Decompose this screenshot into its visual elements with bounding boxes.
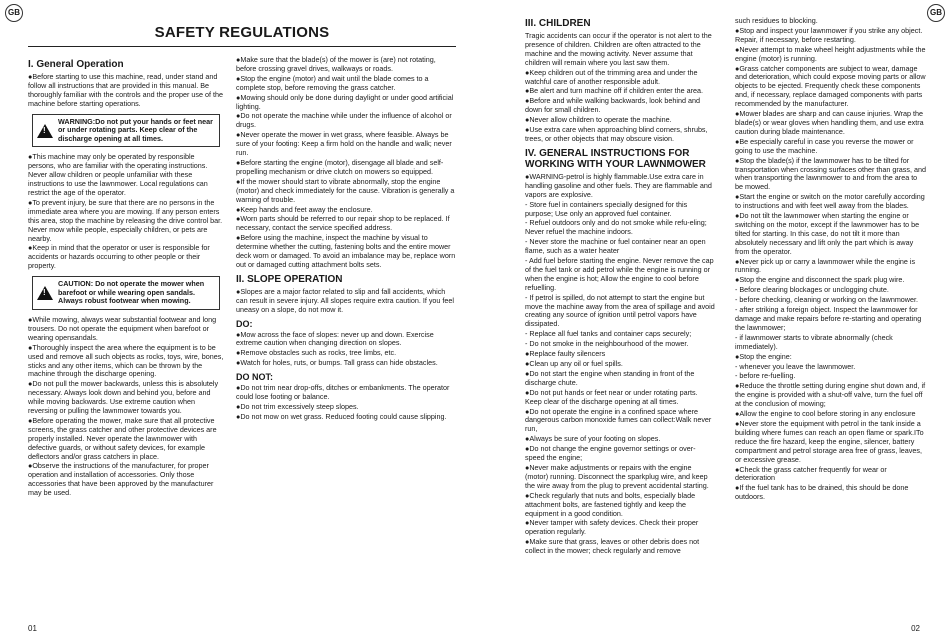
paragraph: ●Before using the machine, inspect the machine by visual to determine whether the cutting, fastening bolts and the entire mower deck worn or damaged. To avoid an imbalance may be, replace worn out or damaged cutting attachment bolts sets. (236, 233, 456, 269)
paragraph: ●Never make adjustments or repairs with the engine (motor) running. Disconnect the sparkplug wire, and keep the wire away from the plug to prevent accidental starting. (525, 462, 709, 490)
paragraph: ●Make sure that grass, leaves or other debris does not collect in the mower; check regularly and remove (525, 537, 700, 556)
paragraph: ●Stop the blade(s) if the lawnmower has to be tilted for transportation when crossing surfaces other than grass, and when transporting the lawnmower to and from the area to be mowed. (735, 155, 926, 192)
paragraph: ●Stop the engine: (735, 351, 792, 361)
paragraph: ●Do not start the engine when standing in front of the discharge chute. (525, 368, 695, 387)
page-number: 01 (28, 624, 37, 633)
paragraph: - Before clearing blockages or unclogging chute. (735, 285, 889, 295)
paragraph: ●Do not tilt the lawnmower when starting the engine or switching on the motor, except if the lawnmower has to be tilted for starting. In this case, do not tilt it more than absolutely necessary and lift only the part which is away from the operator. (735, 211, 920, 256)
paragraph: ●Check regularly that nuts and bolts, especially blade attachment bolts, are fastened tightly and keep the equipment in a good condition. (525, 490, 696, 518)
paragraph: - Refuel outdoors only and do not smoke while refu-eling; Never refuel the machine indoors. (525, 218, 707, 237)
paragraph: ●Stop the engine and disconnect the spark plug wire. (735, 275, 905, 285)
paragraph: ●Keep hands and feet away the enclosure. (236, 204, 373, 214)
paragraph: - Store fuel in containers specially designed for this purpose; Use only an approved fuel container. (525, 199, 688, 218)
warning-box (32, 114, 220, 148)
paragraph: ●Never tamper with safety devices. Check their proper operation regularly. (525, 518, 699, 537)
paragraph: ●This machine may only be operated by responsible persons, who are familiar with the operating instructions. Never allow children or people unfamiliar with these instructions to use the lawnmower. Local regulations can restrict the age of the operator. (28, 152, 208, 198)
paragraph: ●Mow across the face of slopes: never up and down. Exercise extreme caution when changing direction on slopes. (236, 329, 434, 348)
column-right (735, 17, 927, 503)
paragraph: ●Never operate the mower in wet grass, where feasible. Always be sure of your footing: Keep a firm hold on the handle and walk; never run. (236, 130, 452, 158)
paragraph: Tragic accidents can occur if the operator is not alert to the presence of children. Children are often attracted to the machine and the mowing activity. Never assume that children will remain where you last saw them. (525, 31, 712, 67)
paragraph: - after striking a foreign object. Inspect the lawnmower for damage and make repairs before re-starting and operating the lawnmower; (735, 305, 922, 332)
caution-text: CAUTION: Do not operate the mower when barefoot or while wearing open sandals. Always robust footwear when mowing. (58, 279, 205, 306)
language-badge: GB (5, 4, 23, 22)
paragraph: - before checking, cleaning or working on the lawnmower. (735, 295, 918, 305)
paragraph: - Never store the machine or fuel container near an open flame, such as a water heater (525, 237, 706, 256)
paragraph: ●If the fuel tank has to be drained, this should be done outdoors. (735, 483, 909, 502)
paragraph: ●Allow the engine to cool before storing in any enclosure (735, 409, 916, 419)
paragraph: ●Stop the engine (motor) and wait until the blade comes to a complete stop, before removing the grass catcher. (236, 73, 429, 92)
do-not-heading: DO NOT: (236, 372, 273, 383)
paragraph: ●Worn parts should be referred to our repair shop to be replaced. If necessary, contact the service specified address. (236, 214, 450, 233)
paragraph: ●Do not mow on wet grass. Reduced footing could cause slipping. (236, 411, 447, 421)
paragraph: ●While mowing, always wear substantial footwear and long trousers. Do not operate the equipment when barefoot or wearing opensandals. (28, 314, 217, 342)
section-heading: III. CHILDREN (525, 18, 591, 29)
paragraph: ●Before operating the mower, make sure that all protective screens, the grass catcher and other protective devices are properly installed. Never operate the lawnmower with defective guards, or without safety devices, for example deflectors and/or grass catchers in place. (28, 415, 217, 461)
paragraph: ●Do not pull the mower backwards, unless this is absolutely necessary. Always look down and behind you, before and while moving backwards. Use extreme caution when reversing or pulling the lawnmower towards you. (28, 379, 219, 416)
paragraph: - Replace all fuel tanks and container caps securely; (525, 329, 692, 339)
paragraph: - Do not smoke in the neighbourhood of the mower. (525, 339, 689, 349)
column-left (28, 55, 224, 499)
paragraph: ●To prevent injury, be sure that there are no persons in the immediate area where you are mowing. If any person enters this area, stop the machine by releasing the drive control bar. Never mow while people, especially children, or pets are nearby. (28, 197, 223, 243)
paragraph: ●Do not trim near drop-offs, ditches or embankments. The operator could lose footing or balance. (236, 383, 450, 402)
paragraph: ●Never attempt to make wheel height adjustments while the engine (motor) is running. (735, 44, 926, 63)
paragraph: - whenever you leave the lawnmower. (735, 361, 856, 371)
paragraph: ●Do not operate the machine while under the influence of alcohol or drugs. (236, 111, 452, 130)
paragraph: ●Do not operate the engine in a confined space where dangerous carbon monoxide fumes can collect:Walk never run, (525, 406, 712, 434)
paragraph: - Add fuel before starting the engine. Never remove the cap of the fuel tank or add petrol while the engine is running or when the engine is hot; Allow the engine to cool before refuelling. (525, 256, 714, 292)
paragraph: ●Before and while walking backwards, look behind and down for small children. (525, 96, 700, 115)
paragraph: ●Never store the equipment with petrol in the tank inside a building where fumes can reach an open flame or spark.ITo reduce the fire hazard, keep the engine, silencer, battery compartment and petrol storage area free of grass, leaves, or excessive grease. (735, 418, 924, 464)
paragraph: ●Observe the instructions of the manufacturer, for proper operation and installation of accessories. Only those accessories that have been approved by the manufacturer may be used. (28, 461, 214, 498)
column-left (525, 14, 715, 557)
paragraph: ●Be alert and turn machine off if children enter the area. (525, 86, 704, 96)
paragraph: ●Grass catcher components are subject to wear, damage and deterioration, which could expose moving parts or allow objects to be ejected. Frequently check these components and, if necessary, replace damaged components with parts recommended by the manufacturer. (735, 63, 926, 109)
paragraph: ●Do not change the engine governor settings or over-speed the engine; (525, 444, 696, 463)
paragraph: ●Before starting to use this machine, read, under stand and follow all instructions that are provided in this manual. Be thoroughly familiar with the controls and the proper use of the machine before starting operations. (28, 72, 223, 108)
paragraph: ●Check the grass catcher frequently for wear or deterioration (735, 464, 887, 483)
paragraph: ●Slopes are a major factor related to slip and fall accidents, which can result in severe injury. All slopes require extra caution. If you feel uneasy on a slope, do not mow it. (236, 286, 454, 314)
paragraph: - If petrol is spilled, do not attempt to start the engine but move the machine away from the area of spillage and avoid creating any source of ignition until petrol vapors have dissipated. (525, 292, 715, 329)
paragraph: ●Mowing should only be done during daylight or under good artificial lighting. (236, 92, 454, 111)
paragraph: ●Be especially careful in case you reverse the mower or going to use the machine. (735, 136, 914, 155)
warning-text: WARNING:Do not put your hands or feet near or under rotating parts. Keep clear of the discharge opening at all times. (58, 116, 213, 143)
paragraph: ●Always be sure of your footing on slopes. (525, 434, 661, 444)
paragraph: ●Do not trim excessively steep slopes. (236, 402, 359, 411)
paragraph: ●Never allow children to operate the machine. (525, 115, 672, 125)
paragraph: ●WARNING-petrol is highly flammable.Use extra care in handling gasoline and other fuels. They are flammable and vapors are explosive. (525, 171, 712, 199)
paragraph: ●Thoroughly inspect the area where the equipment is to be used and remove all such objects as rocks, toys, wire, bones, sticks and any other items, which can be thrown by the machine through the discharge opening. (28, 342, 224, 379)
do-heading: DO: (236, 318, 253, 329)
column-right (236, 56, 458, 423)
title-divider (28, 46, 456, 47)
language-badge: GB (927, 4, 945, 22)
paragraph: ●Replace faulty silencers (525, 349, 606, 359)
paragraph: ●Clean up any oil or fuel spills. (525, 359, 623, 368)
paragraph: ●Make sure that the blade(s) of the mower is (are) not rotating, before crossing gravel drives, walkways or roads. (236, 55, 436, 73)
paragraph: ●Never pick up or carry a lawnmower while the engine is running. (735, 256, 916, 275)
paragraph: ●Use extra care when approaching blind corners, shrubs, trees, or other objects that may obscure vision. (525, 125, 708, 143)
caution-box (32, 276, 220, 310)
paragraph: ●Remove obstacles such as rocks, tree limbs, etc. (236, 348, 397, 358)
paragraph: - if lawnmower starts to vibrate abnormally (check immediately). (735, 332, 893, 351)
paragraph: ●Do not put hands or feet near or under rotating parts. Keep clear of the discharge opening at all times. (525, 387, 698, 406)
paragraph: ●Keep in mind that the operator or user is responsible for accidents or hazards occurring to other people or their property. (28, 243, 210, 271)
section-heading: I. General Operation (28, 59, 124, 70)
page-number: 02 (911, 624, 920, 633)
paragraph: ●Keep children out of the trimming area and under the watchful care of another responsible adult. (525, 67, 698, 86)
paragraph: ●Start the engine or switch on the motor carefully according to instructions and with feet well away from the blades. (735, 192, 925, 211)
paragraph: ●If the mower should start to vibrate abnormally, stop the engine (motor) and check immediately for the cause. Vibration is generally a warning of trouble. (236, 176, 455, 204)
paragraph: ●Stop and inspect your lawnmower if you strike any object. Repair, if necessary, before restarting. (735, 25, 923, 44)
paragraph: ●Before starting the engine (motor), disengage all blade and self-propelling mechanism or drive clutch on mowers so equipped. (236, 157, 444, 176)
paragraph: ●Mower blades are sharp and can cause injuries. Wrap the blade(s) or wear gloves when handling them, and use extra caution during blade maintenance. (735, 109, 924, 136)
paragraph: ●Reduce the throttle setting during engine shut down and, if the engine is provided with a shut-off valve, turn the fuel off at the conclusion of mowing; (735, 381, 926, 409)
page-title: SAFETY REGULATIONS (154, 24, 330, 41)
paragraph: such residues to blocking. (735, 16, 818, 25)
warning-icon (37, 124, 53, 138)
warning-icon (37, 286, 53, 300)
manual-page-right (475, 0, 950, 636)
section-heading: II. SLOPE OPERATION (236, 273, 343, 285)
paragraph: - before re-fuelling. (735, 371, 796, 381)
section-heading: IV. GENERAL INSTRUCTIONS FOR WORKING WITH YOUR LAWNMOWER (525, 147, 706, 170)
paragraph: ●Watch for holes, ruts, or bumps. Tall grass can hide obstacles. (236, 358, 438, 368)
